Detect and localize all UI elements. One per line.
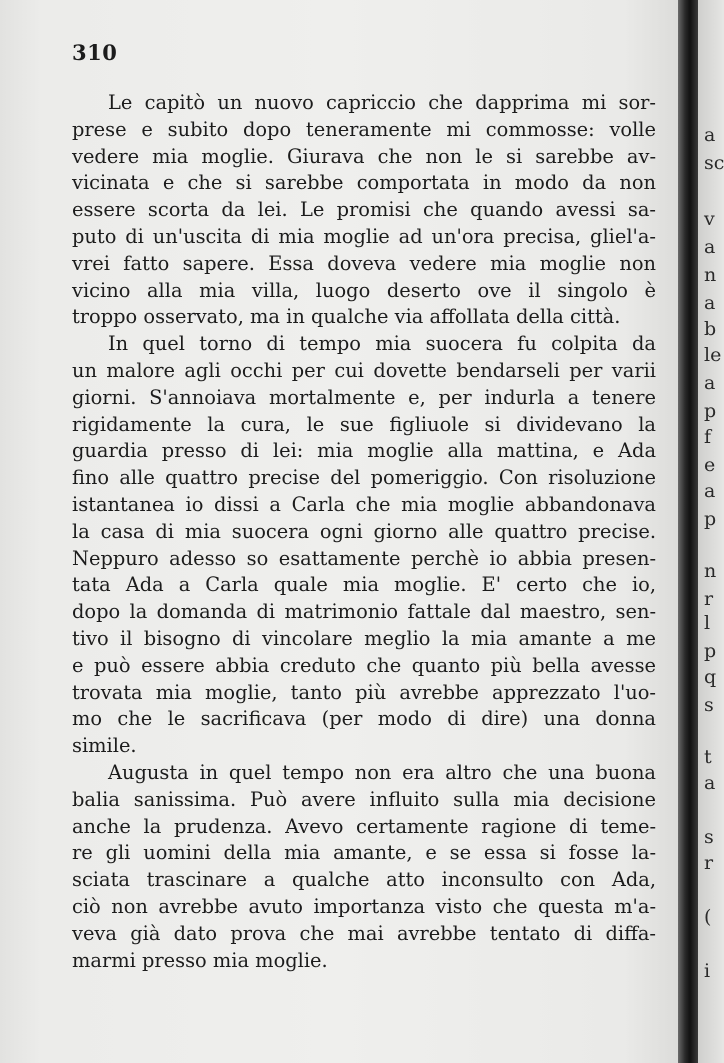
facing-page-fragment: s xyxy=(704,826,714,848)
text-line: simile. xyxy=(72,734,137,758)
text-line: guardia presso di lei: mia moglie alla mattina, e Ada xyxy=(72,439,656,463)
facing-page-fragment: v xyxy=(704,208,715,230)
facing-page-fragment: e xyxy=(704,454,716,476)
book-gutter xyxy=(678,0,698,1063)
text-line: tata Ada a Carla quale mia moglie. E' certo che io, xyxy=(72,573,656,597)
facing-page-edge xyxy=(698,0,722,1063)
text-line: veva già dato prova che mai avrebbe tentato di diffa- xyxy=(72,921,656,945)
text-line: mo che le sacrificava (per modo di dire) una donna xyxy=(72,707,656,731)
facing-page-fragment: s xyxy=(704,694,714,716)
facing-page-fragment: f xyxy=(704,426,712,448)
text-line: dopo la domanda di matrimonio fattale dal maestro, sen- xyxy=(72,600,656,624)
facing-page-fragment: a xyxy=(704,372,716,394)
text-line: Augusta in quel tempo non era altro che una buona xyxy=(108,760,656,784)
facing-page-fragment: sc xyxy=(704,152,724,174)
facing-page-fragment: p xyxy=(704,640,717,662)
text-line: un malore agli occhi per cui dovette bendarseli per varii xyxy=(72,358,656,382)
text-line: vicinata e che si sarebbe comportata in modo da non xyxy=(72,171,656,195)
text-line: sciata trascinare a qualche atto inconsulto con Ada, xyxy=(72,868,656,892)
text-line: rigidamente la cura, le sue figliuole si dividevano la xyxy=(72,412,656,436)
text-line: essere scorta da lei. Le promisi che quando avessi sa- xyxy=(72,198,656,222)
page-number: 310 xyxy=(72,40,118,65)
text-line: In quel torno di tempo mia suocera fu colpita da xyxy=(108,332,656,356)
text-line: istantanea io dissi a Carla che mia moglie abbandonava xyxy=(72,492,656,516)
text-line: vedere mia moglie. Giurava che non le si sarebbe av- xyxy=(72,144,656,168)
text-line: e può essere abbia creduto che quanto più bella avesse xyxy=(72,653,656,677)
text-line: la casa di mia suocera ogni giorno alle quattro precise. xyxy=(72,519,656,543)
text-line: trovata mia moglie, tanto più avrebbe apprezzato l'uo- xyxy=(72,680,656,704)
facing-page-fragment: a xyxy=(704,480,716,502)
facing-page-fragment: a xyxy=(704,124,716,146)
page-body-text xyxy=(72,90,656,974)
text-line: tivo il bisogno di vincolare meglio la mia amante a me xyxy=(72,626,656,650)
facing-page-fragment: t xyxy=(704,746,712,768)
facing-page-fragment: le xyxy=(704,344,722,366)
facing-page-fragment: p xyxy=(704,400,717,422)
facing-page-fragment: a xyxy=(704,292,716,314)
text-line: puto di un'uscita di mia moglie ad un'ora precisa, gliel'a- xyxy=(72,224,656,248)
text-line: balia sanissima. Può avere influito sulla mia decisione xyxy=(72,787,656,811)
facing-page-fragment: r xyxy=(704,588,714,610)
facing-page-fragment: a xyxy=(704,236,716,258)
facing-page-fragment: a xyxy=(704,772,716,794)
text-line: fino alle quattro precise del pomeriggio. Con risoluzione xyxy=(72,466,656,490)
text-line: Neppuro adesso so esattamente perchè io abbia presen- xyxy=(72,546,656,570)
facing-page-fragment: i xyxy=(704,960,711,982)
facing-page-fragment: q xyxy=(704,666,717,688)
text-line: prese e subito dopo teneramente mi commosse: volle xyxy=(72,117,656,141)
facing-page-fragment: ( xyxy=(704,906,712,928)
facing-page-fragment: r xyxy=(704,852,714,874)
text-line: giorni. S'annoiava mortalmente e, per indurla a tenere xyxy=(72,385,656,409)
text-line: marmi presso mia moglie. xyxy=(72,948,328,972)
facing-page-fragment: n xyxy=(704,264,717,286)
facing-page-fragment: n xyxy=(704,560,717,582)
facing-page-fragment: b xyxy=(704,318,717,340)
facing-page-fragment: p xyxy=(704,508,717,530)
text-line: ciò non avrebbe avuto importanza visto che questa m'a- xyxy=(72,894,656,918)
text-line: vicino alla mia villa, luogo deserto ove il singolo è xyxy=(72,278,656,302)
text-line: anche la prudenza. Avevo certamente ragione di teme- xyxy=(72,814,656,838)
text-line: vrei fatto sapere. Essa doveva vedere mia moglie non xyxy=(72,251,656,275)
text-line: re gli uomini della mia amante, e se essa si fosse la- xyxy=(72,841,656,865)
text-line: Le capitò un nuovo capriccio che dapprima mi sor- xyxy=(108,91,656,114)
text-line: troppo osservato, ma in qualche via affollata della città. xyxy=(72,305,621,329)
facing-page-fragment: l xyxy=(704,612,711,634)
